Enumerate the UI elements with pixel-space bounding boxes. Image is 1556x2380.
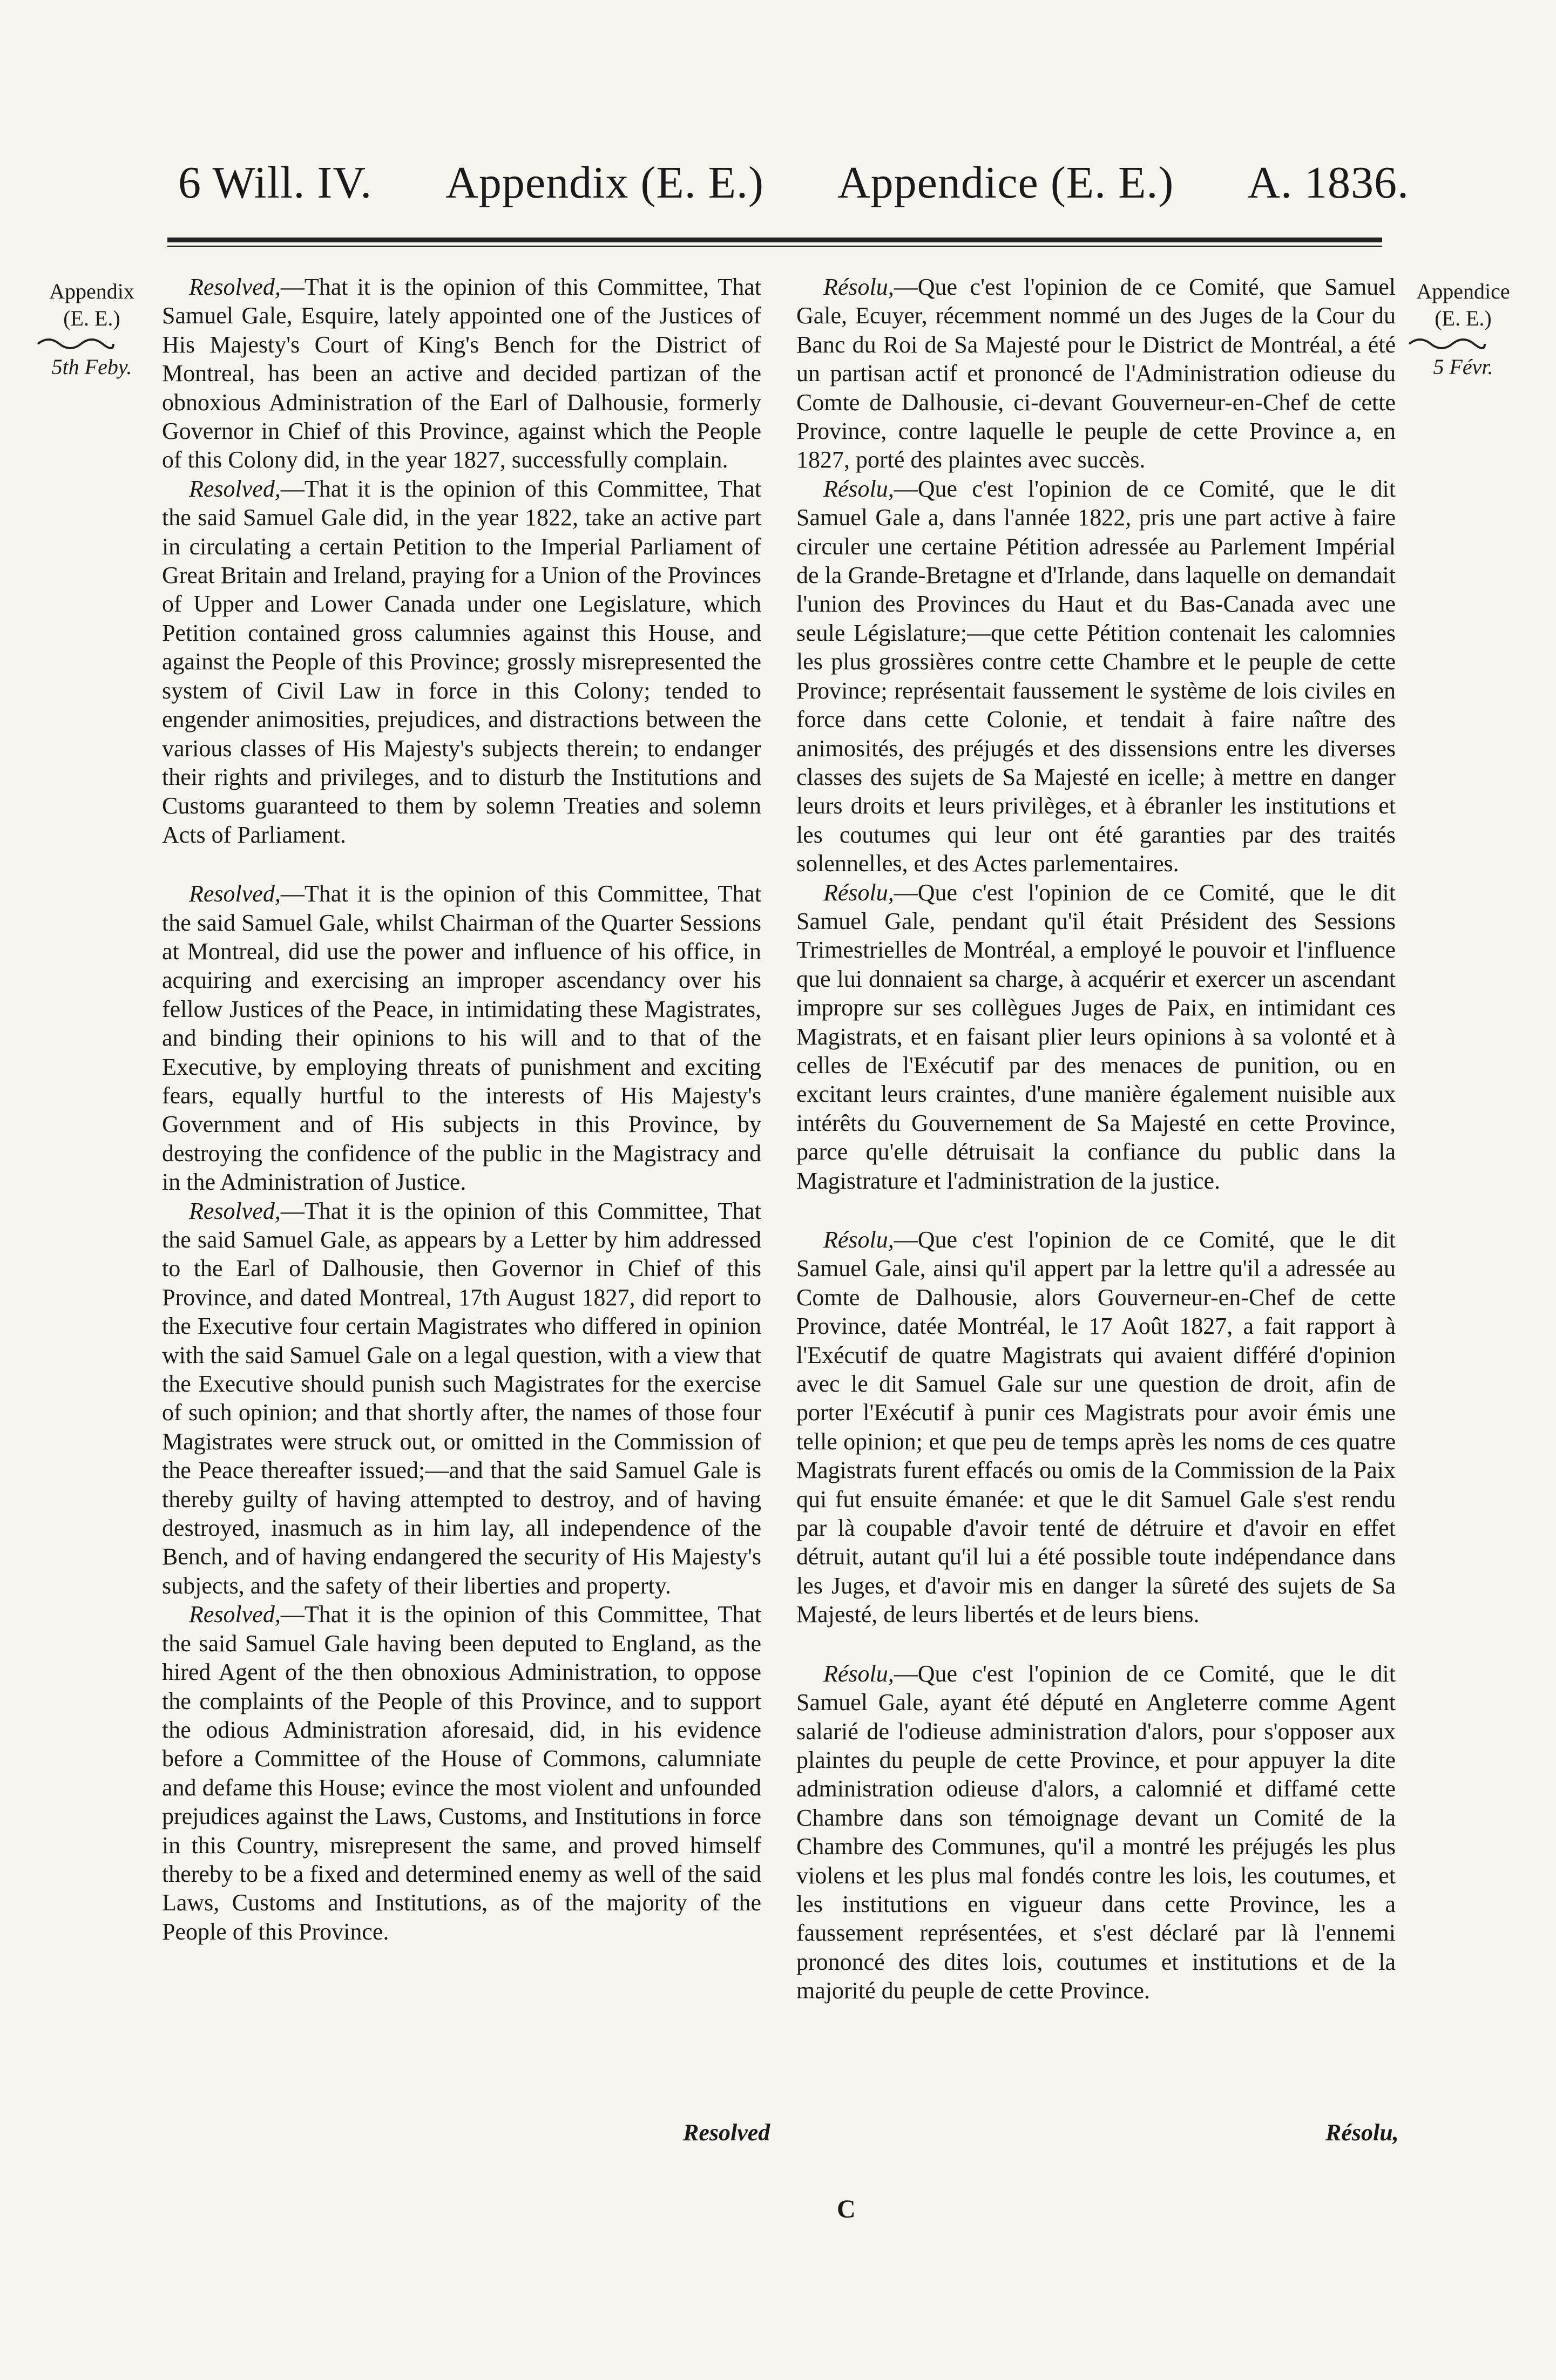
resolution-fr-4: Résolu,—Que c'est l'opinion de ce Comité, que le dit Samuel Gale, ainsi qu'il appert par la lettre qu'il a adressée au Comte de Dalhousie, alors Gouverneur-en-Chef de cette Province, datée Montréal, le 17 Août 1827, a fait rapport à l'Exécutif de quatre Magistrats qui avaient différé d'opinion avec le dit Samuel Gale sur une question de droit, afin de porter l'Exécutif à punir ces Magistrats pour avoir émis une telle opinion; et que peu de temps après les noms de ces quatre Magistrats furent effacés ou omis de la Commission de la Paix qui fut ensuite émanée: et que le dit Samuel Gale s'est rendu par là coupable d'avoir tenté de détruire et d'avoir en effet détruit, autant qu'il lui a été possible toute indépendance dans les Juges, et d'avoir mis en danger la sûreté des sujets de Sa Majesté, de leurs libertés et de leurs biens. [796,1226,1396,1628]
wave-ornament-icon [1404,332,1490,354]
resolution-fr-2: Résolu,—Que c'est l'opinion de ce Comité, que le dit Samuel Gale a, dans l'année 1822, pris une part active à faire circuler une certaine Pétition adressée au Parlement Impérial de la Grande-Bretagne et d'Irlande, dans laquelle on demandait l'union des Provinces du Haut et du Bas-Canada avec une seule Législature;—que cette Pétition contenait les calomnies les plus grossières contre cette Chambre et le peuple de cette Province; représentait faussement le système de lois civiles en force dans cette Colonie, et tendait à faire naître des animosités, des préjugés et des dissensions entre les diverses classes des sujets de Sa Majesté en icelle; à mettre en danger leurs droits et leurs privilèges, et à ébranler les institutions et les coutumes qui leur ont été garanties par des traités solennelles, et des Actes parlementaires. [796,475,1396,877]
header-session: 6 Will. IV. [178,158,373,208]
margin-appendix-label: Appendix [49,279,134,303]
margin-date-fr: 5 Févr. [1433,355,1493,379]
english-column [162,273,761,1946]
header-rule-thin [167,246,1382,247]
header-year: A. 1836. [1247,158,1409,208]
signature-mark: C [837,2195,856,2223]
wave-ornament-icon [32,332,119,354]
resolution-en-5: Resolved,—That it is the opinion of this Committee, That the said Samuel Gale having been deputed to England, as the hired Agent of the then obnoxious Administration, to oppose the complaints of the People of this Province, and to support the odious Administration aforesaid, did, in his evidence before a Committee of the House of Commons, calumniate and defame this House; evince the most violent and unfounded prejudices against the Laws, Customs, and Institutions in force in this Country, misrepresent the same, and proved himself thereby to be a fixed and determined enemy as well of the said Laws, Customs and Institutions, as of the majority of the People of this Province. [162,1601,761,1945]
page-header [178,157,1409,209]
resolution-fr-3: Résolu,—Que c'est l'opinion de ce Comité, que le dit Samuel Gale, pendant qu'il était Président des Sessions Trimestrielles de Montréal, a employé le pouvoir et l'influence que lui donnaient sa charge, à acquérir et exercer un ascendant impropre sur ses collègues Juges de Paix, en intimidant ces Magistrats, et en faisant plier leurs opinions à sa volonté et à celles de l'Exécutif par des menaces de punition, ou en excitant leurs craintes, d'une manière également nuisible aux intérêts du Gouvernement de Sa Majesté en cette Province, parce qu'elle détruisait la confiance du public dans la Magistrature et l'administration de la justice. [796,879,1396,1194]
margin-date: 5th Feby. [51,355,132,379]
margin-appendice-code: (E. E.) [1435,306,1492,330]
french-column [796,273,1396,2005]
catchword-fr: Résolu, [1325,2119,1399,2146]
margin-note-right [1404,278,1523,381]
header-rule [167,238,1382,242]
margin-note-left [32,278,151,381]
resolution-en-1: Resolved,—That it is the opinion of this Committee, That Samuel Gale, Esquire, lately appointed one of the Justices of His Majesty's Court of King's Bench for the District of Montreal, has been an active and decided partizan of the obnoxious Administration of the Earl of Dalhousie, formerly Governor in Chief of this Province, against which the People of this Colony did, in the year 1827, successfully complain. [162,274,761,473]
catchword-en: Resolved [683,2119,770,2146]
margin-appendice-label: Appendice [1416,279,1510,303]
resolution-en-2: Resolved,—That it is the opinion of this Committee, That the said Samuel Gale did, in the year 1822, take an active part in circulating a certain Petition to the Imperial Parliament of Great Britain and Ireland, praying for a Union of the Provinces of Upper and Lower Canada under one Legislature, which Petition contained gross calumnies against this House, and against the People of this Province; grossly misrepresented the system of Civil Law in force in this Colony; tended to engender animosities, prejudices, and distractions between the various classes of His Majesty's subjects therein; to endanger their rights and privileges, and to disturb the Institutions and Customs guaranteed to them by solemn Treaties and solemn Acts of Parliament. [162,475,761,848]
margin-appendix-code: (E. E.) [63,306,120,330]
header-appendix-en: Appendix (E. E.) [445,158,765,208]
resolution-fr-5: Résolu,—Que c'est l'opinion de ce Comité, que le dit Samuel Gale, ayant été député en Angleterre comme Agent salarié de l'odieuse administration d'alors, pour s'opposer aux plaintes du peuple de cette Province, et pour appuyer la dite administration odieuse d'alors, a calomnié et diffamé cette Chambre dans son témoignage devant un Comité de la Chambre des Communes, qu'il a montré les préjugés les plus violens et les plus mal fondés contre les lois, les coutumes, et les institutions en vigueur dans cette Province, les a faussement représentées, et s'est déclaré par là l'ennemi prononcé des dites lois, coutumes et institutions et de la majorité du peuple de cette Province. [796,1660,1396,2004]
resolution-en-4: Resolved,—That it is the opinion of this Committee, That the said Samuel Gale, as appears by a Letter by him addressed to the Earl of Dalhousie, then Governor in Chief of this Province, and dated Montreal, 17th August 1827, did report to the Executive four certain Magistrates who differed in opinion with the said Samuel Gale on a legal question, with a view that the Executive should punish such Magistrates for the exercise of such opinion; and that shortly after, the names of those four Magistrates were struck out, or omitted in the Commission of the Peace thereafter issued;—and that the said Samuel Gale is thereby guilty of having attempted to destroy, and of having destroyed, inasmuch as in him lay, all independence of the Bench, and of having endangered the security of His Majesty's subjects, and the safety of their liberties and property. [162,1197,761,1599]
resolution-en-3: Resolved,—That it is the opinion of this Committee, That the said Samuel Gale, whilst Chairman of the Quarter Sessions at Montreal, did use the power and influence of his office, in acquiring and exercising an improper ascendancy over his fellow Justices of the Peace, in intimidating these Magistrates, and binding their opinions to his will and to that of the Executive, by employing threats of punishment and exciting fears, equally hurtful to the interests of His Majesty's Government and of His subjects in this Province, by destroying the confidence of the public in the Magistracy and in the Administration of Justice. [162,880,761,1196]
resolution-fr-1: Résolu,—Que c'est l'opinion de ce Comité, que Samuel Gale, Ecuyer, récemment nommé un des Juges de la Cour du Banc du Roi de Sa Majesté pour le District de Montréal, a été un partisan actif et prononcé de l'Administration odieuse du Comte de Dalhousie, ci-devant Gouverneur-en-Chef de cette Province, contre laquelle le peuple de cette Province a, en 1827, porté des plaintes avec succès. [796,274,1396,473]
header-appendix-fr: Appendice (E. E.) [837,158,1174,208]
